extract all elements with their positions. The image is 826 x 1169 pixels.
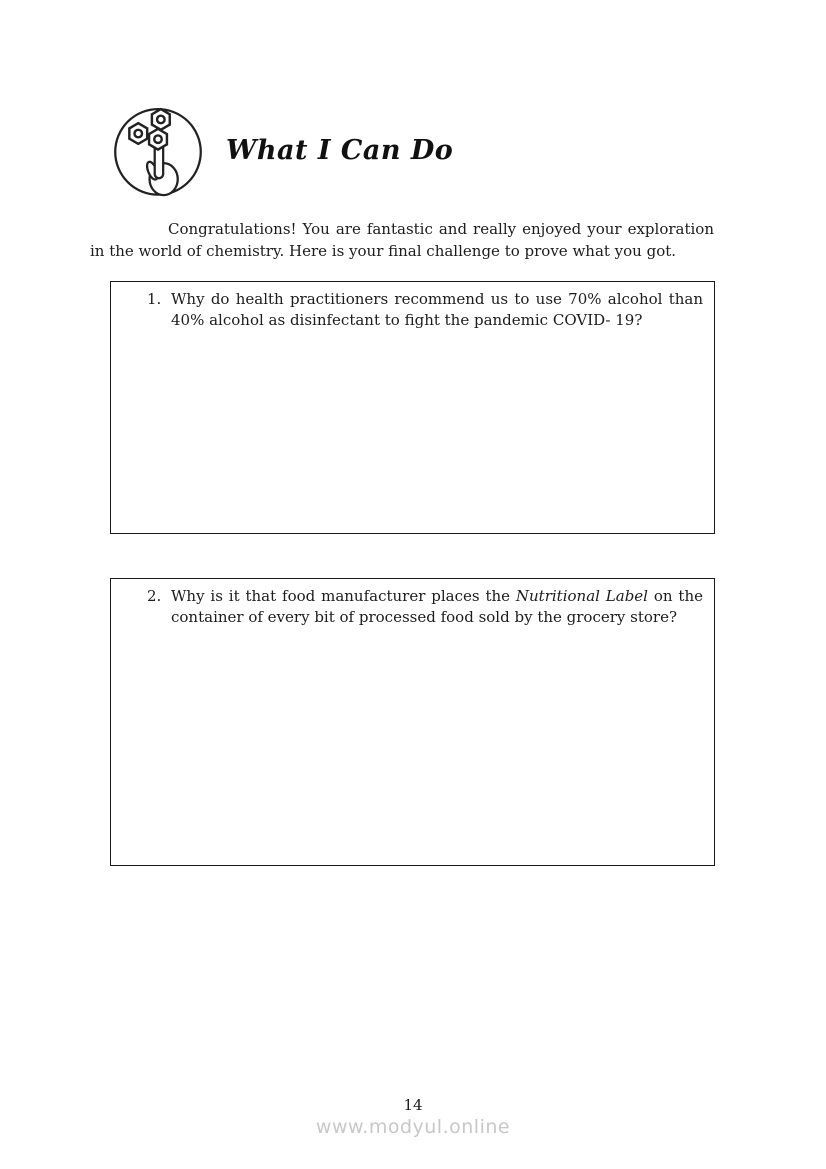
watermark: www.modyul.online: [315, 1116, 511, 1138]
question-2-number: 2.: [147, 587, 162, 605]
section-title: What I Can Do: [226, 135, 454, 166]
question-1-text: Why do health practitioners recommend us to use 70% alcohol than 40% alcohol as disinfectant to fight the pandemic COVID- 19?: [171, 290, 703, 329]
question-2-text-prefix: Why is it that food manufacturer places the: [171, 587, 516, 605]
question-2-text: [171, 586, 703, 628]
page-number: 14: [403, 1096, 423, 1114]
question-1: [111, 282, 714, 331]
hand-molecules-icon: [111, 103, 205, 197]
question-2-text-italic: Nutritional Label: [515, 587, 648, 605]
answer-box-2: [110, 578, 715, 866]
question-2: [111, 579, 714, 628]
intro-paragraph: Congratulations! You are fantastic and really enjoyed your exploration in the world of chemistry. Here is your final challenge to prove what you got.: [90, 220, 714, 260]
answer-box-1: [110, 281, 715, 534]
question-2-text-suffix: on the container of every bit of processed food sold by the grocery store?: [171, 587, 703, 626]
question-1-number: 1.: [147, 290, 162, 308]
